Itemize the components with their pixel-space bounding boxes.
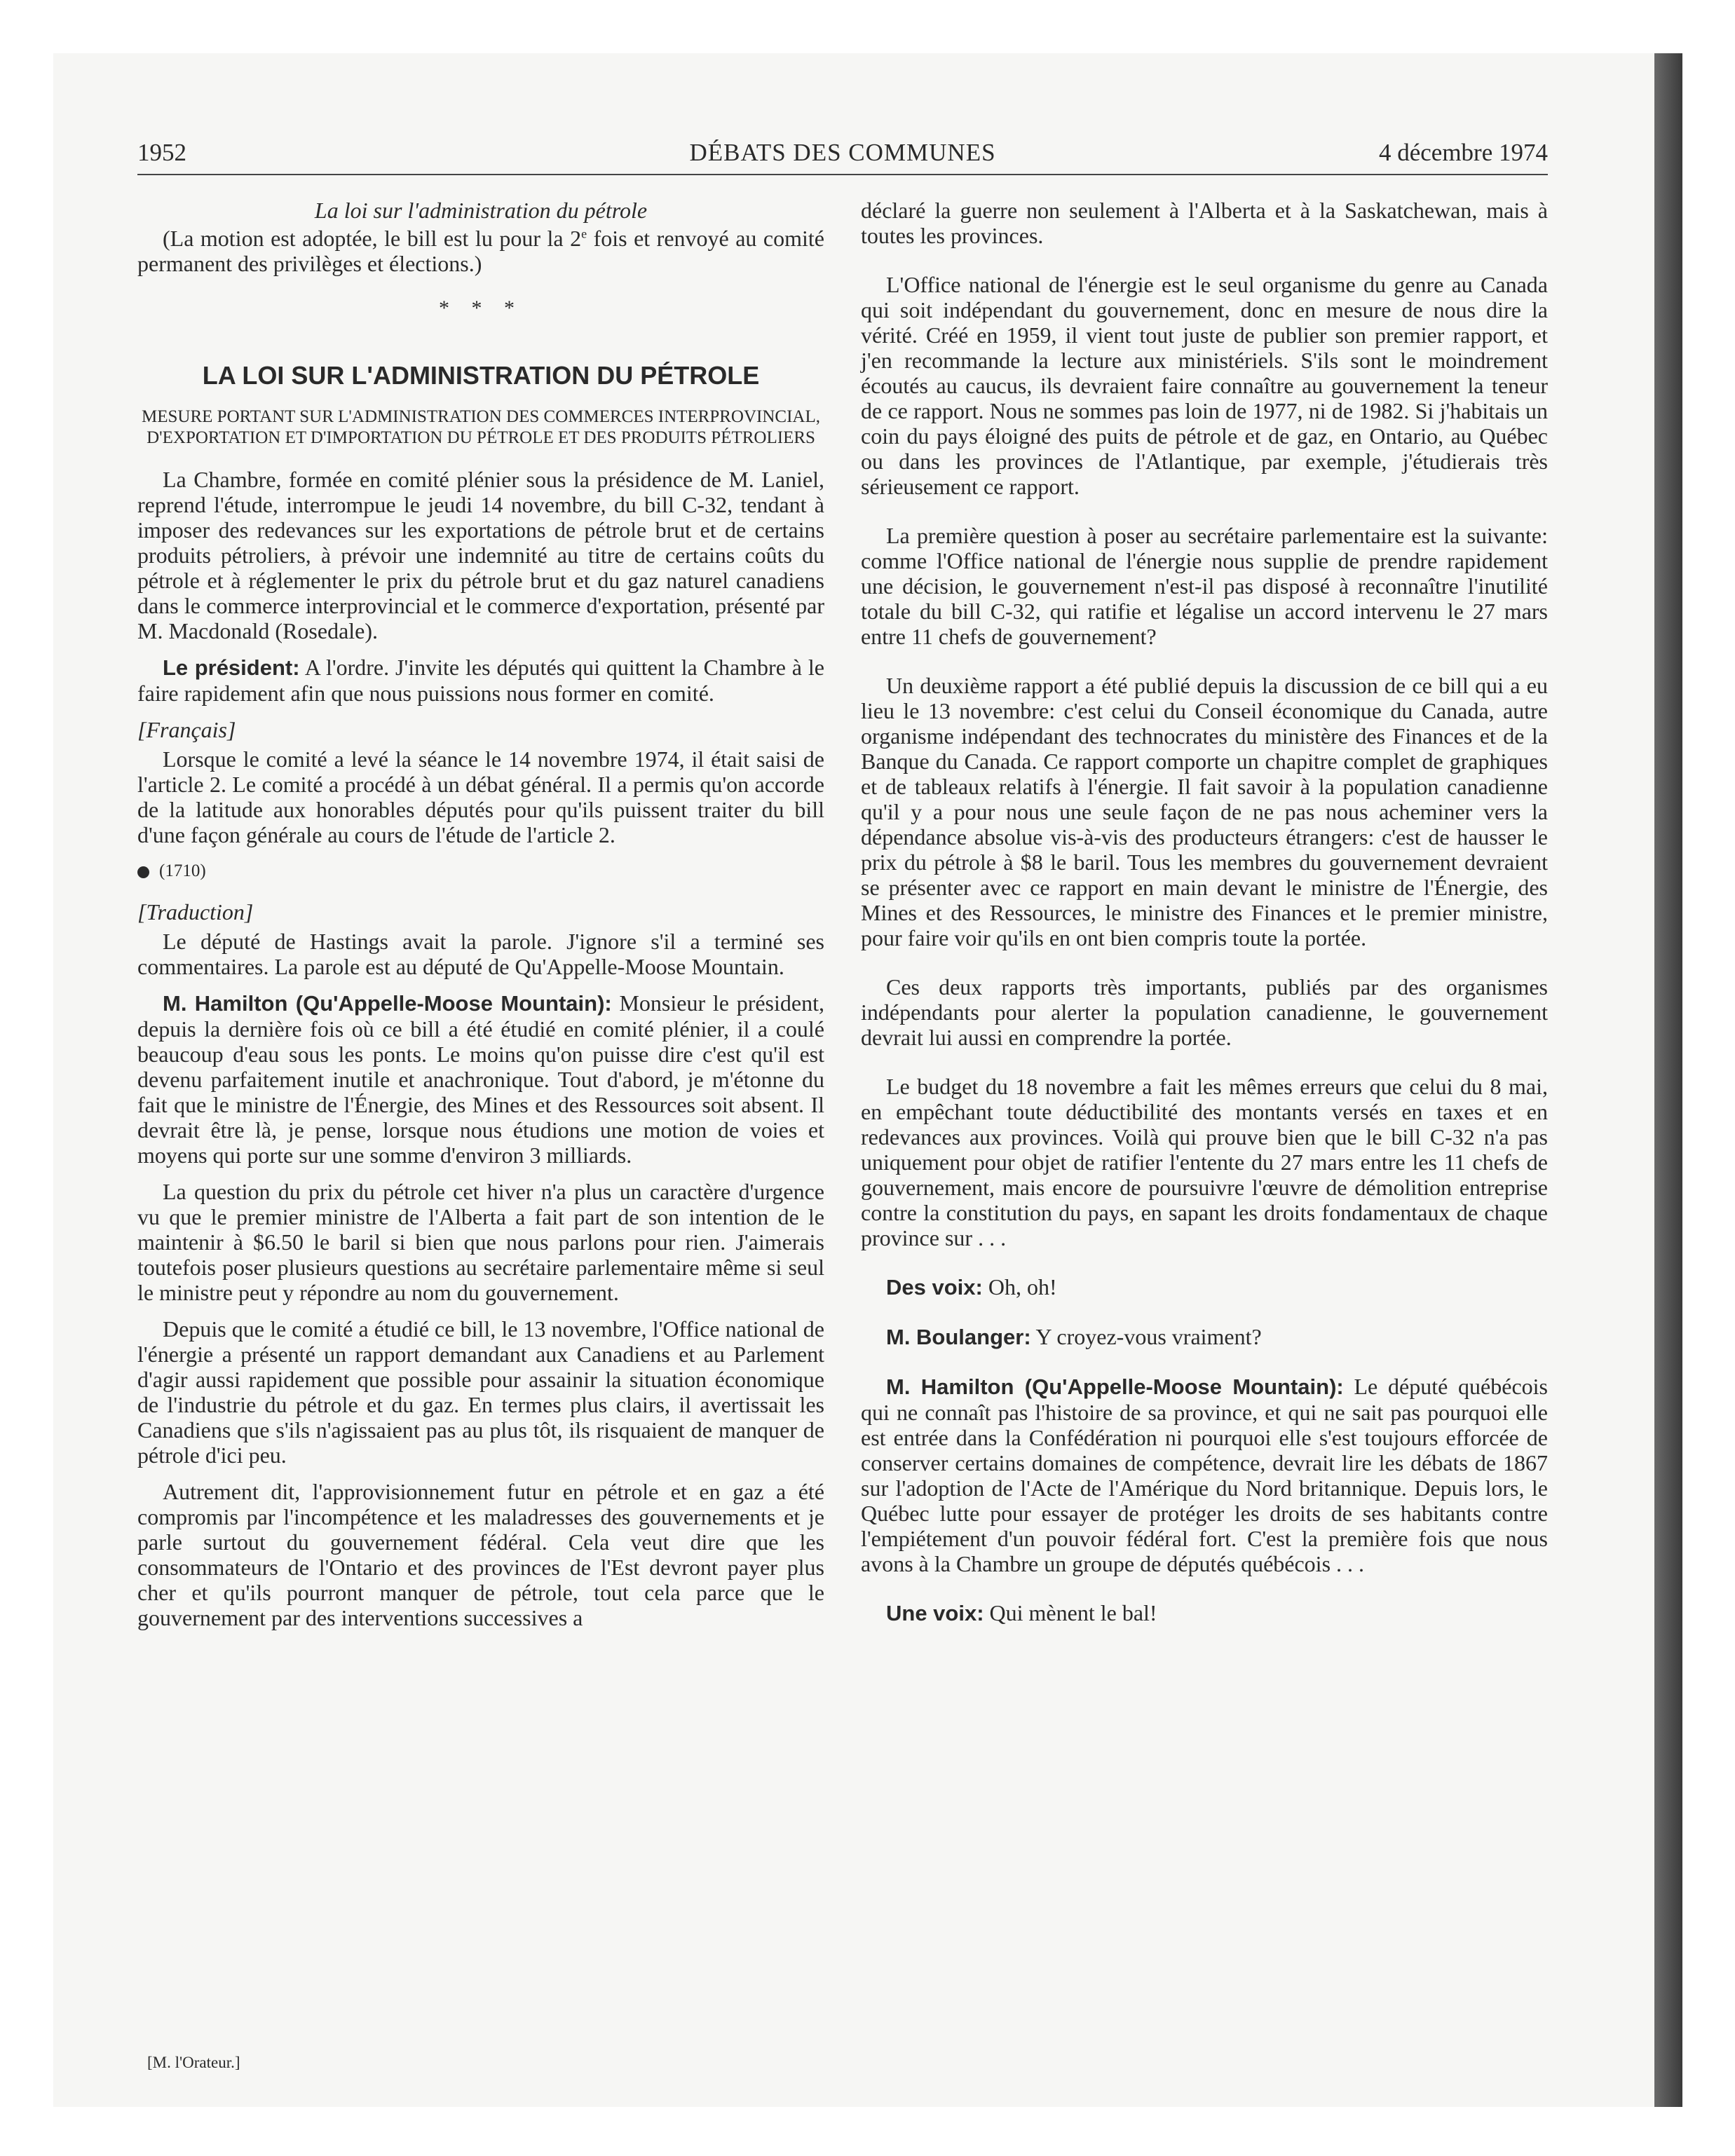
speaker-name: Le président: xyxy=(163,655,300,680)
paragraph: La Chambre, formée en comité plénier sous la présidence de M. Laniel, reprend l'étude, interrompue le jeudi 14 novembre, du bill C-32, tendant à imposer des redevances sur les exportations de pétrole brut et de certains produits pétroliers, à prévoir une indemnité au titre de certains coûts du pétrole et à réglementer le prix du pétrole brut et du gaz naturel canadiens dans le commerce interprovincial et le commerce d'exportation, présenté par M. Macdonald (Rosedale). xyxy=(137,467,824,643)
section-italic-title: La loi sur l'administration du pétrole xyxy=(314,198,648,223)
speech-president: Le président: A l'ordre. J'invite les députés qui quittent la Chambre à le faire rapidement afin que nous puissions nous former en comité. xyxy=(137,655,825,706)
speaker-name: Une voix: xyxy=(886,1601,984,1625)
page-header xyxy=(137,139,1548,175)
paragraph: La première question à poser au secrétaire parlementaire est la suivante: comme l'Office national de l'énergie nous supplie de prendre rapidement une décision, le gouvernement n'est-il pas disposé à reconnaître l'inutilité totale du bill C-32, qui ratifie et légalise un accord intervenu le 27 mars entre 11 chefs de gouvernement? xyxy=(861,523,1548,649)
paragraph: L'Office national de l'énergie est le seul organisme du genre au Canada qui soit indépendant du gouvernement, donc en mesure de nous dire la vérité. Créé en 1959, il vient tout juste de publier son premier rapport, et j'en recommande la lecture aux ministériels. S'ils sont le moindrement écoutés au caucus, ils devraient faire connaître au gouvernement la teneur de ce rapport. Nous ne sommes pas loin de 1977, ni de 1982. Si j'habitais un coin du pays éloigné des puits de pétrole et de gaz, en Ontario, au Québec ou dans les provinces de l'Atlantique, par exemple, j'étudierais très sérieusement ce rapport. xyxy=(861,272,1548,499)
language-tag: [Français] xyxy=(137,717,236,742)
paragraph: Ces deux rapports très importants, publiés par des organismes indépendants pour alerter la population canadienne, le gouvernement devrait lui aussi en comprendre la portée. xyxy=(861,974,1548,1050)
speech-une-voix: Une voix: Qui mènent le bal! xyxy=(886,1600,1157,1625)
paragraph: Lorsque le comité a levé la séance le 14 novembre 1974, il était saisi de l'article 2. Le comité a procédé à un débat général. Il a permis qu'on accorde de la latitude aux honorables députés pour qu'ils puissent traiter du bill d'une façon générale au cours de l'étude de l'article 2. xyxy=(137,746,824,847)
paragraph: Le député de Hastings avait la parole. J'ignore s'il a terminé ses commentaires. La parole est au député de Qu'Appelle-Moose Mountain. xyxy=(137,929,824,979)
page-date: 4 décembre 1974 xyxy=(1378,139,1548,166)
page-number: 1952 xyxy=(137,139,186,166)
paragraph: déclaré la guerre non seulement à l'Alberta et à la Saskatchewan, mais à toutes les provinces. xyxy=(861,198,1548,248)
paragraph: Le budget du 18 novembre a fait les mêmes erreurs que celui du 8 mai, en empêchant toute déductibilité des montants versés en taxes et en redevances aux provinces. Voilà qui prouve bien que le bill C-32 n'a pas uniquement pour objet de ratifier l'entente du 27 mars entre les 11 chefs de gouvernement, mais encore de poursuivre l'œuvre de démolition entreprise contre la constitution du pays, en sapant les droits fondamentaux de chaque province sur . . . xyxy=(861,1074,1548,1250)
right-column xyxy=(861,198,1548,1650)
speaker-name: M. Boulanger: xyxy=(886,1325,1031,1349)
section-separator: * * * xyxy=(439,296,523,320)
page-footer: [M. l'Orateur.] xyxy=(147,2054,240,2071)
speech-voix: Des voix: Oh, oh! xyxy=(886,1274,1057,1299)
speaker-name: Des voix: xyxy=(886,1275,983,1299)
speaker-name: M. Hamilton (Qu'Appelle-Moose Mountain): xyxy=(886,1374,1344,1399)
speech-hamilton: M. Hamilton (Qu'Appelle-Moose Mountain): Le député québécois qui ne connaît pas l'histoire de sa province, et qui ne sait pas pourquoi elle est entrée dans la Confédération ni pourquoi elle s'est toujours efforcée de conserver certains domaines de compétence, devrait lire les débats de 1867 sur l'adoption de l'Acte de l'Amérique du Nord britannique. Depuis lors, le Québec lutte pour essayer de protéger les droits de ses habitants contre l'empiétement d'un pouvoir fédéral fort. C'est la première fois que nous avons à la Chambre un groupe de députés québécois . . . xyxy=(861,1374,1548,1576)
language-tag: [Traduction] xyxy=(137,899,254,925)
paragraph: La question du prix du pétrole cet hiver n'a plus un caractère d'urgence vu que le premier ministre de l'Alberta a fait part de son intention de le maintenir à $6.50 le baril si bien que nous parlons pour rien. J'aimerais toutefois poser plusieurs questions au secrétaire parlementaire même si seul le ministre peut y répondre au nom du gouvernement. xyxy=(137,1179,824,1305)
section-subheading: MESURE PORTANT SUR L'ADMINISTRATION DES COMMERCES INTERPROVINCIAL, D'EXPORTATION ET D'IMPORTATION DU PÉTROLE ET DES PRODUITS PÉTROLIERS xyxy=(142,407,820,447)
paragraph: Autrement dit, l'approvisionnement futur en pétrole et en gaz a été compromis par l'incompétence et les maladresses des gouvernements et je parle surtout du gouvernement fédéral. Cela veut dire que les consommateurs de l'Ontario et des provinces de l'Est devront payer plus cher et qu'ils pourront manquer de pétrole, tout cela parce que le gouvernement par des interventions successives a xyxy=(137,1479,824,1630)
speech-hamilton: M. Hamilton (Qu'Appelle-Moose Mountain): Monsieur le président, depuis la dernière fois où ce bill a été étudié en comité plénier, il a coulé beaucoup d'eau sous les ponts. Le moins qu'on puisse dire c'est qu'il est devenu parfaitement inutile et anachronique. Tout d'abord, je m'étonne du fait que le ministre de l'Énergie, des Mines et des Ressources soit absent. Il devrait être là, je pense, lorsque nous étudions une motion de voies et moyens qui porte sur une somme d'environ 3 milliards. xyxy=(137,990,824,1168)
speech-boulanger: M. Boulanger: Y croyez-vous vraiment? xyxy=(886,1324,1262,1349)
paragraph: Depuis que le comité a étudié ce bill, le 13 novembre, l'Office national de l'énergie a présenté un rapport demandant aux Canadiens et au Parlement d'agir aussi rapidement que possible pour assainir la situation économique de l'industrie du pétrole et du gaz. En termes plus clairs, il avertissait les Canadiens que s'ils n'agissaient pas au plus tôt, ils risquaient de manquer de pétrole d'ici peu. xyxy=(137,1316,824,1468)
publication-title: DÉBATS DES COMMUNES xyxy=(689,139,996,166)
scan-edge xyxy=(1654,53,1682,2107)
motion-paragraph: (La motion est adoptée, le bill est lu pour la 2e fois et renvoyé au comité permanent des privilèges et élections.) xyxy=(137,226,825,276)
time-marker: (1710) xyxy=(137,859,824,884)
bullet-icon xyxy=(137,866,149,878)
left-column xyxy=(137,198,824,1642)
speaker-name: M. Hamilton (Qu'Appelle-Moose Mountain): xyxy=(163,991,612,1016)
paragraph: Un deuxième rapport a été publié depuis la discussion de ce bill qui a eu lieu le 13 novembre: c'est celui du Conseil économique du Canada, autre organisme indépendant des technocrates du ministère des Finances et de la Banque du Canada. Ce rapport comporte un chapitre complet de graphiques et de tableaux relatifs à l'énergie. Il fait savoir à la population canadienne qu'il y a pour nous une seule façon de ne pas nous acheminer vers la dépendance absolue vis-à-vis des producteurs étrangers: c'est de hausser le prix du pétrole à $8 le baril. Tous les membres du gouvernement devraient se présenter avec ce rapport en main devant le ministre de l'Énergie, des Mines et des Ressources, le ministre des Finances et le premier ministre, pour faire voir qu'ils en ont bien compris toute la portée. xyxy=(861,673,1548,950)
section-heading: LA LOI SUR L'ADMINISTRATION DU PÉTROLE xyxy=(202,361,760,390)
